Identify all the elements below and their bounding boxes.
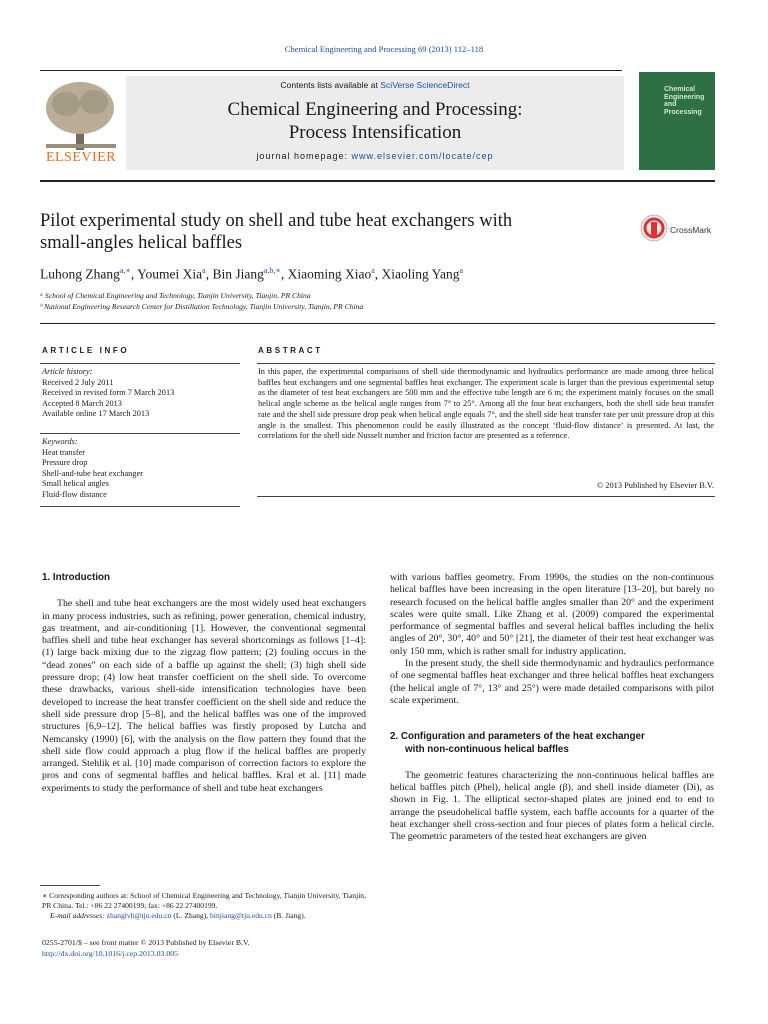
email-line xyxy=(42,911,366,921)
article-info-heading: ARTICLE INFO xyxy=(42,346,130,355)
section-2-paragraph: The geometric features characterizing the non-continuous helical baffles are helical baffles pitch (Phel), helical angle (β), and shell inside diameter (Di), as shown in Fig. 1. The elliptical sector-shaped plates are joined end to end to arrange the pseudohelical baffle system, each baffle accounts for a quarter of the heat exchanger shell cross-section and four pieces of plates form a helical circle. The geometric parameters of the tested heat exchangers are given xyxy=(390,769,714,843)
abstract-rule xyxy=(257,363,715,364)
elsevier-wordmark: ELSEVIER xyxy=(45,150,117,165)
homepage-prefix: journal homepage: xyxy=(256,151,352,161)
section-1-heading: 1. Introduction xyxy=(42,572,111,583)
article-info-rule xyxy=(40,506,240,507)
author-name: Xiaoming Xiao xyxy=(287,266,372,282)
article-info-rule xyxy=(40,363,240,364)
email-label: E-mail addresses: xyxy=(50,911,105,921)
affiliation-b: ᵇ National Engineering Research Center for Distillation Technology, Tianjin University, Tianjin, PR China xyxy=(40,302,364,311)
paper-title xyxy=(40,210,620,254)
issn-line: 0255-2701/$ – see front matter © 2013 Published by Elsevier B.V. xyxy=(42,938,250,947)
paper-title-line-1: Pilot experimental study on shell and tube heat exchangers with xyxy=(40,211,513,231)
contents-prefix: Contents lists available at xyxy=(280,80,381,90)
contents-line xyxy=(126,80,624,90)
abstract-copyright: © 2013 Published by Elsevier B.V. xyxy=(596,481,714,490)
crossmark-icon[interactable] xyxy=(640,214,668,242)
journal-citation-link[interactable]: Chemical Engineering and Processing 69 (2013) 112–118 xyxy=(284,44,484,54)
history-item: Received in revised form 7 March 2013 xyxy=(42,388,175,398)
section-2-heading-line-1: 2. Configuration and parameters of the heat exchanger xyxy=(390,731,645,743)
journal-title-line-1: Chemical Engineering and Processing: xyxy=(227,99,523,120)
email-link[interactable]: binjiang@tju.edu.cn xyxy=(210,911,272,921)
article-history xyxy=(42,367,238,420)
email-owner: (B. Jiang). xyxy=(271,911,306,921)
section-1-paragraph-continued: with various baffles geometry. From 1990s, the studies on the non-continuous helical baffles have been increasing in the open literature [13–20], but barely no research focused on the helical baffle angles smaller than 20° and the experiment scales were quite small. Like Zhang et al. (2009) compared the experimental performance of segmental baffles and several helical baffles including the helix angles of 20°, 30°, 40° and 50° [21], the diameter of their test heat exchanger was only 150 mm, which is rather small for industry application. xyxy=(390,572,714,657)
keywords-label: Keywords: xyxy=(42,437,78,446)
abstract-heading: ABSTRACT xyxy=(258,346,323,355)
corresponding-author-text: ∗ Corresponding authors at: School of Chemical Engineering and Technology, Tianjin University, Tianjin, PR China. Tel.: +86 22 27400199; fax: +86 22 27400199. xyxy=(42,891,366,911)
journal-title xyxy=(126,98,624,144)
author-name: Xiaoling Yang xyxy=(381,266,460,282)
header-bottom-rule xyxy=(40,180,715,182)
history-item: Available online 17 March 2013 xyxy=(42,409,150,419)
keyword-item: Small helical angles xyxy=(42,479,109,489)
author-list: Luhong Zhang$^{a,∗}$, Youmei Xia$^a$, Bin Jiang$^{a,b,∗}$, Xiaoming Xiao$^a$, Xiaoling Yang$^a$ xyxy=(40,266,464,282)
journal-homepage xyxy=(126,151,624,161)
author-affiliation-marker[interactable]: a,b,∗ xyxy=(263,266,281,275)
keywords xyxy=(42,437,238,501)
keyword-item: Shell-and-tube heat exchanger xyxy=(42,468,143,478)
email-owner: (L. Zhang), xyxy=(171,911,211,921)
crossmark-label[interactable]: CrossMark xyxy=(670,225,712,235)
keyword-item: Fluid-flow distance xyxy=(42,489,107,499)
abstract-text: In this paper, the experimental comparisons of shell side thermodynamic and hydraulics performance are made among three helical baffles heat exchangers and one segmental baffles heat exchanger. The experiment scale is larger than the previous experimental setup as the diameter of test heat exchangers are 500 mm and the effective tube length are 6 m; the experiment mainly focuses on the small helical angle scheme as the helical angle ranges from 7° to 25°. Among all the four heat exchangers, both the shell side heat transfer rate and the shell side pressure drop peak when helical angle equals 7°, and the shell side heat transfer rate per unit pressure drop at this angle is the smallest. This phenomenon could be easily illustrated as the concept ‘fluid-flow distance’ is presented. At last, the correlations for the shell side Nusselt number and friction factor are presented as a reference. xyxy=(258,367,714,441)
history-item: Accepted 8 March 2013 xyxy=(42,398,122,408)
author-affiliation-marker[interactable]: a,∗ xyxy=(119,266,131,275)
section-1-paragraph: The shell and tube heat exchangers are the most widely used heat exchangers in many process industries, such as refining, power generation, chemical industry, gas treatment, and air-conditioning [1]. However, the conventional segmental baffles shell and tube heat exchanger has several shortcomings as follows [1–4]: (1) large back mixing due to the zigzag flow pattern; (2) fouling occurs in the “dead zones” on each side of a baffle up against the shell; (3) high shell side pressure drop; (4) low heat transfer coefficient on the shell side. To overcome these drawbacks, various shell-side intensification technologies have been developed to increase the heat transfer coefficient on the shell side and reduce the shell side pressure drop [5–8], and the helical baffles was one of the improved structures [6,9–12]. The helical baffles was firstly proposed by Lutcha and Nemcansky (1990) [6], with the analysis on the flow pattern they found that the shell side flow could approach a plug flow if the helical baffles are properly arranged. Stehlik et al. [10] made comparison of correction factors to explore the pros and cons of segmental baffles and helical baffles. Kral et al. [11] made experiments to study the performance of shell and tube heat exchangers xyxy=(42,598,366,794)
corresponding-author-footnote xyxy=(42,891,366,922)
author-affiliation-marker[interactable]: a xyxy=(202,266,206,275)
sciencedirect-link[interactable]: SciVerse ScienceDirect xyxy=(380,80,470,90)
footnote-rule xyxy=(40,885,100,886)
homepage-link[interactable]: www.elsevier.com/locate/cep xyxy=(351,151,494,161)
history-item: Received 2 July 2011 xyxy=(42,377,114,387)
author-name: Bin Jiang xyxy=(212,266,264,282)
section-1-paragraph: In the present study, the shell side thermodynamic and hydraulics performance of one segmental baffles heat exchanger and three helical baffles heat exchangers (the helical angle of 7°, 13° and 25°) were made detailed comparisons with pilot scale experiment. xyxy=(390,658,714,706)
journal-title-line-2: Process Intensification xyxy=(288,122,462,143)
title-separator-rule xyxy=(40,323,715,324)
section-2-heading xyxy=(390,731,714,756)
article-history-label: Article history: xyxy=(42,367,93,376)
author-affiliation-marker[interactable]: a xyxy=(371,266,375,275)
article-footer xyxy=(42,937,366,959)
doi-link[interactable]: http://dx.doi.org/10.1016/j.cep.2013.03.005 xyxy=(42,949,179,958)
abstract-rule xyxy=(257,496,715,497)
affiliation-a: ᵃ School of Chemical Engineering and Technology, Tianjin University, Tianjin, PR China xyxy=(40,291,311,300)
author-name: Luhong Zhang xyxy=(40,266,120,282)
paper-title-line-2: small-angles helical baffles xyxy=(40,233,243,253)
author-affiliation-marker[interactable]: a xyxy=(459,266,464,275)
section-2-heading-line-2: with non-continuous helical baffles xyxy=(405,743,569,755)
keyword-item: Heat transfer xyxy=(42,447,86,457)
keyword-item: Pressure drop xyxy=(42,458,88,468)
journal-cover-title: Chemical Engineering and Processing xyxy=(664,86,705,116)
author-name: Youmei Xia xyxy=(137,266,203,282)
article-info-rule xyxy=(40,433,240,434)
header-top-rule xyxy=(40,70,622,71)
body-right-column xyxy=(390,572,714,844)
email-link[interactable]: zhanglvh@tju.edu.cn xyxy=(106,911,172,921)
body-left-column xyxy=(42,572,366,795)
